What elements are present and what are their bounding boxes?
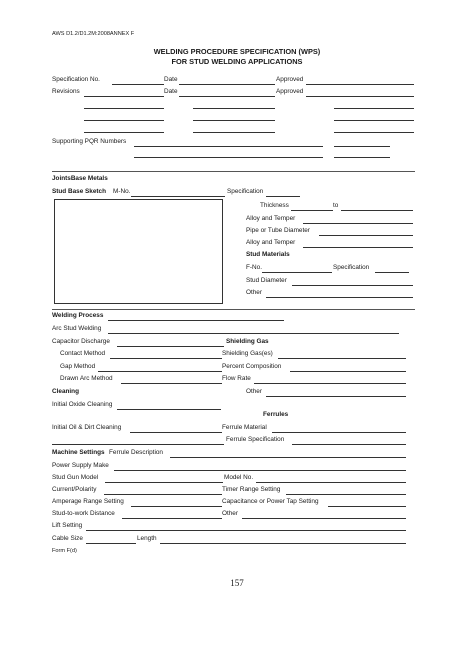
f-no-field[interactable]: [262, 272, 332, 273]
initial-oil-dirt-field[interactable]: [130, 432, 222, 433]
supporting-pqr-field-1[interactable]: [134, 146, 323, 147]
form-title-line-1: WELDING PROCEDURE SPECIFICATION (WPS): [153, 47, 321, 56]
date-field[interactable]: [179, 84, 275, 85]
form-label: Form F(d): [52, 548, 77, 554]
stud-diameter-field[interactable]: [292, 285, 413, 286]
stud-materials-heading: Stud Materials: [246, 251, 290, 258]
arc-stud-welding-field[interactable]: [108, 333, 399, 334]
revision-approved-label: Approved: [276, 88, 304, 95]
lift-setting-label: Lift Setting: [52, 522, 83, 529]
stud-other-field[interactable]: [266, 297, 413, 298]
shielding-gases-label: Shielding Gas(es): [222, 350, 273, 357]
revision-line-3a[interactable]: [84, 120, 164, 121]
model-no-label: Model No.: [224, 474, 254, 481]
length-label: Length: [137, 535, 157, 542]
initial-oxide-cleaning-label: Initial Oxide Cleaning: [52, 401, 113, 408]
revision-date-label: Date: [164, 88, 178, 95]
approved-label: Approved: [276, 76, 304, 83]
percent-composition-label: Percent Composition: [222, 363, 282, 370]
ferrules-heading: Ferrules: [263, 411, 289, 418]
pipe-tube-diameter-label: Pipe or Tube Diameter: [246, 227, 310, 234]
revisions-label: Revisions: [52, 88, 80, 95]
alloy-temper-label: Alloy and Temper: [246, 215, 296, 222]
thickness-label: Thickness: [260, 202, 289, 209]
percent-composition-field[interactable]: [290, 371, 406, 372]
gap-method-field[interactable]: [98, 371, 222, 372]
cable-size-field[interactable]: [86, 543, 136, 544]
supporting-pqr-field-2[interactable]: [334, 146, 390, 147]
stud-gun-model-field[interactable]: [105, 482, 223, 483]
model-no-field[interactable]: [256, 482, 406, 483]
stud-to-work-field[interactable]: [122, 518, 222, 519]
timer-range-label: Timer Range Setting: [222, 486, 281, 493]
supporting-pqr-field-4[interactable]: [334, 157, 390, 158]
revision-line-2b[interactable]: [193, 108, 275, 109]
cleaning-heading: Cleaning: [52, 388, 79, 395]
spec-no-field[interactable]: [112, 84, 164, 85]
gap-method-label: Gap Method: [60, 363, 96, 370]
power-supply-make-field[interactable]: [114, 470, 406, 471]
current-polarity-field[interactable]: [104, 494, 222, 495]
stud-base-sketch-heading: Stud Base Sketch: [52, 188, 106, 195]
stud-diameter-label: Stud Diameter: [246, 277, 287, 284]
drawn-arc-method-label: Drawn Arc Method: [60, 375, 113, 382]
length-field[interactable]: [160, 543, 406, 544]
revision-line-4c[interactable]: [334, 132, 414, 133]
flow-rate-field[interactable]: [254, 383, 406, 384]
m-no-label: M-No.: [113, 188, 131, 195]
revision-line-3b[interactable]: [193, 120, 275, 121]
revision-date-field[interactable]: [179, 96, 275, 97]
date-label: Date: [164, 76, 178, 83]
amperage-range-label: Amperage Range Setting: [52, 498, 124, 505]
capacitor-discharge-field[interactable]: [117, 346, 224, 347]
welding-process-heading: Welding Process: [52, 312, 104, 319]
cleaning-extra-field[interactable]: [52, 444, 224, 445]
form-title-line-2: FOR STUD WELDING APPLICATIONS: [171, 57, 303, 66]
stud-base-sketch-box[interactable]: [54, 199, 223, 304]
thickness-from-field[interactable]: [291, 210, 333, 211]
revision-line-4b[interactable]: [193, 132, 275, 133]
section-divider: [52, 171, 415, 172]
running-header: AWS D1.2/D1.2M:2008ANNEX F: [52, 31, 135, 37]
pipe-tube-diameter-field[interactable]: [319, 235, 413, 236]
timer-range-field[interactable]: [286, 494, 406, 495]
revision-approved-field[interactable]: [306, 96, 414, 97]
flow-rate-label: Flow Rate: [222, 375, 251, 382]
to-label: to: [333, 202, 339, 209]
revision-line-3c[interactable]: [334, 120, 414, 121]
shielding-gases-field[interactable]: [278, 358, 406, 359]
supporting-pqr-field-3[interactable]: [134, 157, 323, 158]
cleaning-other-field[interactable]: [266, 396, 406, 397]
stud-specification-label: Specification: [333, 264, 370, 271]
ferrule-specification-label: Ferrule Specification: [226, 436, 285, 443]
approved-field[interactable]: [306, 84, 414, 85]
alloy-temper-label-2: Alloy and Temper: [246, 239, 296, 246]
cable-size-label: Cable Size: [52, 535, 83, 542]
stud-specification-field[interactable]: [375, 272, 409, 273]
shielding-gas-heading: Shielding Gas: [226, 338, 269, 345]
spec-no-label: Specification No.: [52, 76, 100, 83]
revision-line-2c[interactable]: [334, 108, 414, 109]
welding-process-field[interactable]: [108, 320, 284, 321]
contact-method-label: Contact Method: [60, 350, 106, 357]
revisions-field[interactable]: [84, 96, 164, 97]
initial-oxide-cleaning-field[interactable]: [117, 409, 221, 410]
section-divider: [52, 309, 415, 310]
specification-field[interactable]: [266, 196, 300, 197]
revision-line-2a[interactable]: [84, 108, 164, 109]
ferrule-material-field[interactable]: [272, 432, 406, 433]
alloy-temper-field-2[interactable]: [303, 247, 413, 248]
ferrule-description-label: Ferrule Description: [109, 449, 163, 456]
m-no-field[interactable]: [131, 196, 225, 197]
contact-method-field[interactable]: [110, 358, 222, 359]
thickness-to-field[interactable]: [341, 210, 413, 211]
ferrule-description-field[interactable]: [170, 457, 406, 458]
specification-label: Specification: [227, 188, 264, 195]
capacitance-power-tap-label: Capacitance or Power Tap Setting: [222, 498, 319, 505]
amperage-range-field[interactable]: [131, 506, 222, 507]
capacitance-power-tap-field[interactable]: [328, 506, 406, 507]
f-no-label: F-No.: [246, 264, 262, 271]
ferrule-material-label: Ferrule Material: [222, 424, 267, 431]
cleaning-other-label: Other: [246, 388, 262, 395]
alloy-temper-field[interactable]: [303, 223, 413, 224]
ferrule-specification-field[interactable]: [292, 444, 406, 445]
machine-other-label: Other: [222, 510, 238, 517]
lift-setting-field[interactable]: [86, 530, 406, 531]
arc-stud-welding-label: Arc Stud Welding: [52, 325, 102, 332]
stud-gun-model-label: Stud Gun Model: [52, 474, 99, 481]
machine-other-field[interactable]: [242, 518, 406, 519]
joints-base-metals-heading: JointsBase Metals: [52, 175, 108, 182]
machine-settings-heading: Machine Settings: [52, 449, 105, 456]
power-supply-make-label: Power Supply Make: [52, 462, 109, 469]
stud-other-label: Other: [246, 289, 262, 296]
capacitor-discharge-label: Capacitor Discharge: [52, 338, 110, 345]
drawn-arc-method-field[interactable]: [121, 383, 222, 384]
stud-to-work-label: Stud-to-work Distance: [52, 510, 115, 517]
supporting-pqr-label: Supporting PQR Numbers: [52, 138, 127, 145]
current-polarity-label: Current/Polarity: [52, 486, 97, 493]
revision-line-4a[interactable]: [84, 132, 164, 133]
page-number: 157: [230, 578, 244, 588]
initial-oil-dirt-label: Initial Oil & Dirt Cleaning: [52, 424, 122, 431]
